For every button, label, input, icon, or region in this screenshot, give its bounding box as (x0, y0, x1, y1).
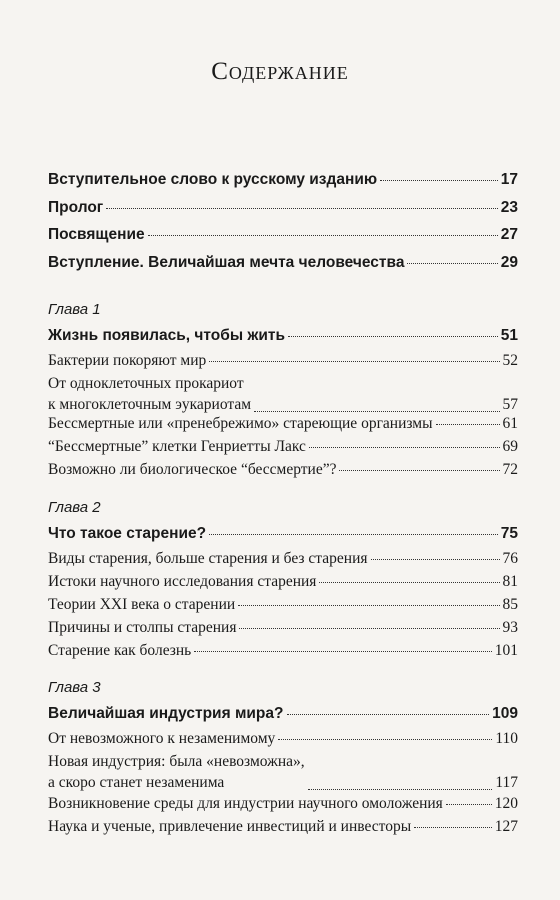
toc-entry-title: Бактерии покоряют мир (48, 352, 207, 369)
toc-entry-title: Наука и ученые, привлечение инвестиций и инвесторы (48, 818, 412, 835)
toc-entry (48, 596, 518, 614)
toc-entry-title-line2: а скоро станет незаменима (48, 774, 225, 791)
toc-entry-title: Теории XXI века о старении (48, 596, 236, 613)
chapter-label: Глава 3 (48, 679, 101, 696)
toc-entry-page: 51 (500, 327, 518, 344)
dot-leader (436, 424, 500, 425)
chapter-title (48, 705, 518, 723)
toc-entry-page: 85 (502, 596, 518, 613)
toc-entry-title: Жизнь появилась, чтобы жить (48, 327, 286, 344)
dot-leader (148, 235, 498, 236)
toc-entry (48, 226, 518, 244)
chapter-title (48, 525, 518, 543)
toc-entry (48, 199, 518, 217)
toc-entry (48, 619, 518, 637)
toc-entry-title: Вступительное слово к русскому изданию (48, 171, 378, 188)
dot-leader (209, 361, 499, 362)
chapter-title (48, 327, 518, 345)
toc-entry (48, 438, 518, 456)
dot-leader (339, 470, 499, 471)
toc-entry-page: 52 (502, 352, 518, 369)
toc-entry (48, 751, 518, 793)
toc-entry-page: 27 (500, 226, 518, 243)
toc-entry-page: 93 (502, 619, 518, 636)
toc-entry (48, 461, 518, 479)
dot-leader (407, 263, 497, 264)
toc-entry-title-line1: Новая индустрия: была «невозможна», (48, 753, 305, 770)
toc-entry-page: 72 (502, 461, 518, 478)
dot-leader (308, 789, 493, 790)
toc-entry-page: 23 (500, 199, 518, 216)
dot-leader (319, 582, 499, 583)
toc-entry (48, 642, 518, 660)
toc-entry-title: Причины и столпы старения (48, 619, 237, 636)
toc-entry-page: 57 (502, 396, 518, 413)
dot-leader (380, 180, 498, 181)
toc-entry (48, 171, 518, 189)
toc-entry (48, 415, 518, 433)
toc-entry (48, 550, 518, 568)
toc-entry (48, 795, 518, 813)
toc-entry (48, 818, 518, 836)
toc-entry-page: 29 (500, 254, 518, 271)
toc-entry-title: Что такое старение? (48, 525, 207, 542)
toc-entry (48, 373, 518, 415)
toc-entry-title: Бессмертные или «пренебрежимо» стареющие организмы (48, 415, 433, 432)
dot-leader (106, 208, 497, 209)
toc-entry-page: 75 (500, 525, 518, 542)
dot-leader (371, 559, 500, 560)
chapter-label: Глава 1 (48, 301, 101, 318)
toc-entry (48, 352, 518, 370)
dot-leader (239, 628, 499, 629)
toc-entry-title: Старение как болезнь (48, 642, 192, 659)
toc-entry (48, 730, 518, 748)
dot-leader (238, 605, 499, 606)
dot-leader (309, 447, 500, 448)
toc-entry-page: 81 (502, 573, 518, 590)
toc-entry-title: Виды старения, больше старения и без старения (48, 550, 368, 567)
dot-leader (446, 804, 492, 805)
toc-entry-page: 61 (502, 415, 518, 432)
toc-entry-title: Возникновение среды для индустрии научного омоложения (48, 795, 443, 812)
toc-entry-title: Посвящение (48, 226, 145, 243)
toc-entry (48, 573, 518, 591)
dot-leader (194, 651, 491, 652)
dot-leader (287, 714, 490, 715)
toc-entry-title-line2: к многоклеточным эукариотам (48, 396, 252, 413)
chapter-label: Глава 2 (48, 499, 101, 516)
toc-entry-title: От невозможного к незаменимому (48, 730, 276, 747)
toc-entry-title: Вступление. Величайшая мечта человечества (48, 254, 405, 271)
toc-entry-page: 101 (494, 642, 518, 659)
dot-leader (278, 739, 492, 740)
toc-entry-page: 120 (494, 795, 518, 812)
toc-entry-title-line1: От одноклеточных прокариот (48, 375, 244, 392)
toc-entry (48, 254, 518, 272)
toc-entry-page: 17 (500, 171, 518, 188)
dot-leader (288, 336, 498, 337)
toc-entry-page: 69 (502, 438, 518, 455)
toc-entry-title: Пролог (48, 199, 104, 216)
page-title: Содержание (211, 58, 349, 85)
toc-entry-page: 127 (494, 818, 518, 835)
toc-entry-title: Возможно ли биологическое “бессмертие”? (48, 461, 337, 478)
toc-entry-page: 76 (502, 550, 518, 567)
toc-entry-title: Величайшая индустрия мира? (48, 705, 284, 722)
toc-entry-page: 117 (495, 774, 518, 791)
toc-entry-title: Истоки научного исследования старения (48, 573, 317, 590)
toc-entry-page: 110 (495, 730, 518, 747)
toc-entry-title: “Бессмертные” клетки Генриетты Лакс (48, 438, 306, 455)
dot-leader (254, 411, 499, 412)
dot-leader (414, 827, 492, 828)
dot-leader (209, 534, 498, 535)
toc-entry-page: 109 (492, 705, 518, 722)
